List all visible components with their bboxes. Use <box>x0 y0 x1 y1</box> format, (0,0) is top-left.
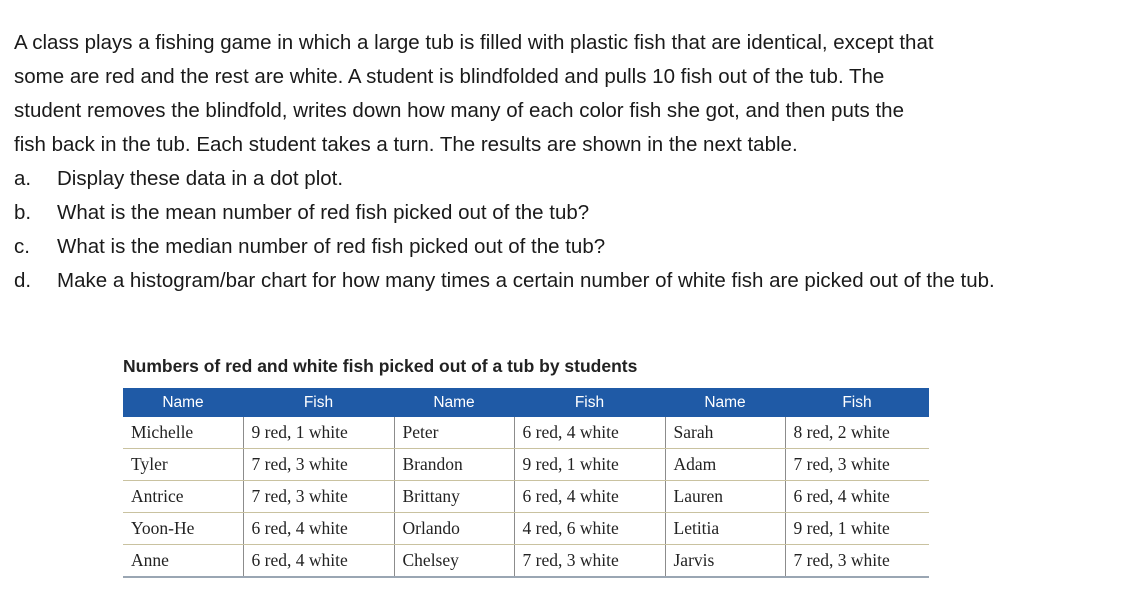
fish-cell: 4 red, 6 white <box>514 513 665 545</box>
problem-intro <box>14 26 1114 162</box>
name-cell: Jarvis <box>665 545 785 578</box>
intro-line: A class plays a fishing game in which a large tub is filled with plastic fish that are identical, except that <box>14 31 934 54</box>
column-header: Name <box>665 388 785 417</box>
name-cell: Tyler <box>123 449 243 481</box>
question-letter: b. <box>14 201 32 224</box>
table-row <box>123 545 929 578</box>
table-row <box>123 481 929 513</box>
fish-cell: 7 red, 3 white <box>785 545 929 578</box>
fish-cell: 6 red, 4 white <box>514 481 665 513</box>
intro-line: student removes the blindfold, writes down how many of each color fish she got, and then puts the <box>14 99 904 122</box>
name-cell: Letitia <box>665 513 785 545</box>
table-row <box>123 449 929 481</box>
question-text: What is the mean number of red fish picked out of the tub? <box>57 201 590 224</box>
column-header: Fish <box>514 388 665 417</box>
name-cell: Orlando <box>394 513 514 545</box>
fish-cell: 6 red, 4 white <box>243 545 394 578</box>
table-row <box>123 513 929 545</box>
name-cell: Anne <box>123 545 243 578</box>
question-c <box>14 230 1114 264</box>
question-letter: c. <box>14 235 30 258</box>
question-b <box>14 196 1114 230</box>
fish-cell: 9 red, 1 white <box>785 513 929 545</box>
question-text: Make a histogram/bar chart for how many times a certain number of white fish are picked out of the tub. <box>57 269 995 292</box>
question-text: What is the median number of red fish picked out of the tub? <box>57 235 606 258</box>
question-text: Display these data in a dot plot. <box>57 167 344 190</box>
column-header: Fish <box>243 388 394 417</box>
fish-cell: 7 red, 3 white <box>243 449 394 481</box>
question-letter: d. <box>14 269 32 292</box>
name-cell: Adam <box>665 449 785 481</box>
name-cell: Chelsey <box>394 545 514 578</box>
column-header: Name <box>123 388 243 417</box>
question-letter: a. <box>14 167 32 190</box>
fish-cell: 9 red, 1 white <box>243 417 394 449</box>
fish-cell: 8 red, 2 white <box>785 417 929 449</box>
fish-cell: 7 red, 3 white <box>785 449 929 481</box>
name-cell: Sarah <box>665 417 785 449</box>
name-cell: Peter <box>394 417 514 449</box>
name-cell: Antrice <box>123 481 243 513</box>
intro-line: some are red and the rest are white. A student is blindfolded and pulls 10 fish out of the tub. The <box>14 65 885 88</box>
fish-cell: 9 red, 1 white <box>514 449 665 481</box>
table-header-row <box>123 388 929 417</box>
table-caption: Numbers of red and white fish picked out of a tub by students <box>123 356 638 376</box>
question-d <box>14 264 1114 298</box>
name-cell: Yoon-He <box>123 513 243 545</box>
intro-line: fish back in the tub. Each student takes a turn. The results are shown in the next table. <box>14 133 798 156</box>
question-a <box>14 162 1114 196</box>
name-cell: Brittany <box>394 481 514 513</box>
column-header: Fish <box>785 388 929 417</box>
fish-cell: 7 red, 3 white <box>514 545 665 578</box>
table-row <box>123 417 929 449</box>
fish-results-table <box>123 388 929 578</box>
column-header: Name <box>394 388 514 417</box>
name-cell: Brandon <box>394 449 514 481</box>
fish-cell: 7 red, 3 white <box>243 481 394 513</box>
name-cell: Michelle <box>123 417 243 449</box>
name-cell: Lauren <box>665 481 785 513</box>
fish-cell: 6 red, 4 white <box>785 481 929 513</box>
question-list <box>14 162 1114 298</box>
fish-cell: 6 red, 4 white <box>514 417 665 449</box>
fish-cell: 6 red, 4 white <box>243 513 394 545</box>
